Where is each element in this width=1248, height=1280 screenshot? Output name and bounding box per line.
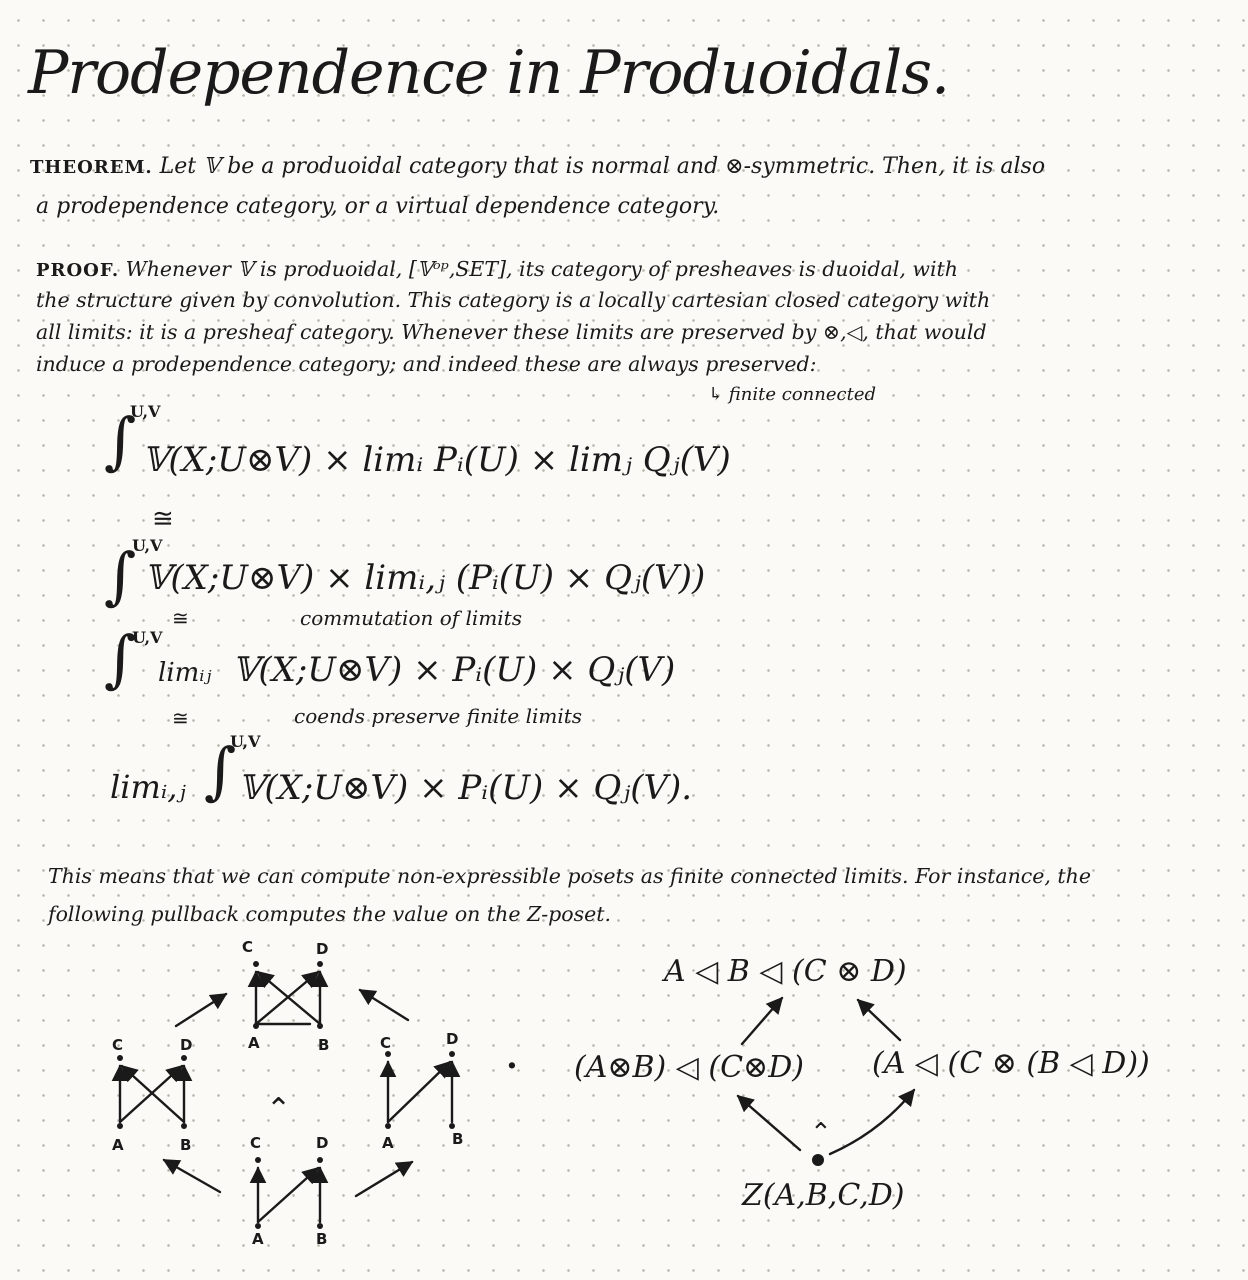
- poset-bottom-label-b: B: [316, 1230, 328, 1248]
- poset-right: [388, 1062, 452, 1122]
- poset-bottom-label-a: A: [252, 1230, 264, 1248]
- arrow-bottom-to-left: [164, 1160, 220, 1192]
- theorem-label: THEOREM.: [30, 157, 153, 178]
- arrow-expr-left-to-top: [742, 998, 782, 1044]
- poset-left: [120, 1066, 184, 1122]
- arrow-expr-bottom-to-right: [830, 1090, 914, 1154]
- arrow-expr-bottom-to-left: [738, 1096, 800, 1150]
- integral-sign-4: ∫: [204, 734, 237, 807]
- integral-sign-3: ∫: [104, 622, 137, 695]
- pullback-left-expr: (A⊗B) ◁ (C⊗D): [574, 1050, 804, 1085]
- integral-sign-2: ∫: [104, 539, 137, 612]
- iso-2: ≅: [172, 606, 189, 630]
- poset-top: [256, 972, 320, 1024]
- pullback-bottom-expr: Z(A,B,C,D): [742, 1178, 905, 1213]
- separator-dot: ·: [506, 1046, 518, 1086]
- integral-bound-1: U,V: [130, 402, 161, 421]
- poset-left-label-c: C: [112, 1036, 124, 1054]
- poset-right-label-a: A: [382, 1134, 394, 1152]
- pullback-corner-mark: ⌃: [810, 1118, 832, 1148]
- derivation-step-3: 𝕍(X;U⊗V) × Pᵢ(U) × Qⱼ(V): [232, 650, 676, 690]
- integral-sign-1: ∫: [104, 404, 137, 477]
- poset-left-label-a: A: [112, 1136, 124, 1154]
- poset-top-label-b: B: [318, 1036, 330, 1054]
- derivation-step-1: 𝕍(X;U⊗V) × limᵢ Pᵢ(U) × limⱼ Qⱼ(V): [142, 440, 731, 480]
- note-coends: coends preserve finite limits: [294, 704, 583, 728]
- pullback-right-expr: (A ◁ (C ⊗ (B ◁ D)): [872, 1046, 1150, 1081]
- proof-line-4: induce a prodependence category; and indeed these are always preserved:: [36, 352, 817, 376]
- proof-label: PROOF.: [36, 260, 120, 281]
- theorem-text-1: Let 𝕍 be a produoidal category that is normal and ⊗-symmetric. Then, it is also: [159, 154, 1046, 179]
- poset-top-label-a: A: [248, 1034, 260, 1052]
- proof-line-2: the structure given by convolution. This category is a locally cartesian closed category with: [36, 288, 991, 312]
- proof-text-1: Whenever 𝕍 is produoidal, [𝕍ᵒᵖ,SET], its category of presheaves is duoidal, with: [125, 257, 958, 281]
- note-commutation: commutation of limits: [300, 606, 522, 630]
- conclusion-line-2: following pullback computes the value on the Z-poset.: [48, 902, 612, 926]
- poset-right-label-b: B: [452, 1130, 464, 1148]
- pullback-top-expr: A ◁ B ◁ (C ⊗ D): [664, 954, 907, 989]
- poset-pullback-mark: ⌃: [266, 1092, 292, 1127]
- arrow-right-to-top: [360, 990, 408, 1020]
- theorem-line-2: a prodependence category, or a virtual dependence category.: [36, 194, 720, 219]
- poset-left-label-b: B: [180, 1136, 192, 1154]
- proof-line-3: all limits: it is a presheaf category. Whenever these limits are preserved by ⊗,◁, that would: [36, 320, 987, 344]
- arrow-expr-right-to-top: [858, 1000, 900, 1040]
- poset-top-label-d: D: [316, 940, 329, 958]
- arrow-bottom-to-right: [356, 1162, 412, 1196]
- derivation-step-4-lim: limᵢ,ⱼ: [110, 768, 186, 806]
- page-title: Prodependence in Produoidals.: [28, 38, 950, 108]
- derivation-step-3-lim: limᵢⱼ: [158, 658, 212, 688]
- poset-right-label-c: C: [380, 1034, 392, 1052]
- proof-annotation: ↳ finite connected: [708, 384, 877, 405]
- pullback-vertex-dot: [812, 1154, 824, 1166]
- derivation-step-2: 𝕍(X;U⊗V) × limᵢ,ⱼ (Pᵢ(U) × Qⱼ(V)): [144, 558, 706, 598]
- poset-right-label-d: D: [446, 1030, 459, 1048]
- integral-bound-2: U,V: [132, 536, 163, 555]
- derivation-step-4: 𝕍(X;U⊗V) × Pᵢ(U) × Qⱼ(V).: [238, 768, 693, 808]
- poset-left-label-d: D: [180, 1036, 193, 1054]
- conclusion-line-1: This means that we can compute non-expressible posets as finite connected limits. For instance, the: [48, 864, 1091, 888]
- integral-bound-3: U,V: [132, 628, 163, 647]
- poset-bottom-label-c: C: [250, 1134, 262, 1152]
- poset-bottom: [258, 1168, 320, 1222]
- poset-top-label-c: C: [242, 938, 254, 956]
- iso-1: ≅: [152, 504, 174, 534]
- integral-bound-4: U,V: [230, 732, 261, 751]
- poset-bottom-label-d: D: [316, 1134, 329, 1152]
- arrow-left-to-top: [176, 994, 226, 1026]
- iso-3: ≅: [172, 706, 189, 730]
